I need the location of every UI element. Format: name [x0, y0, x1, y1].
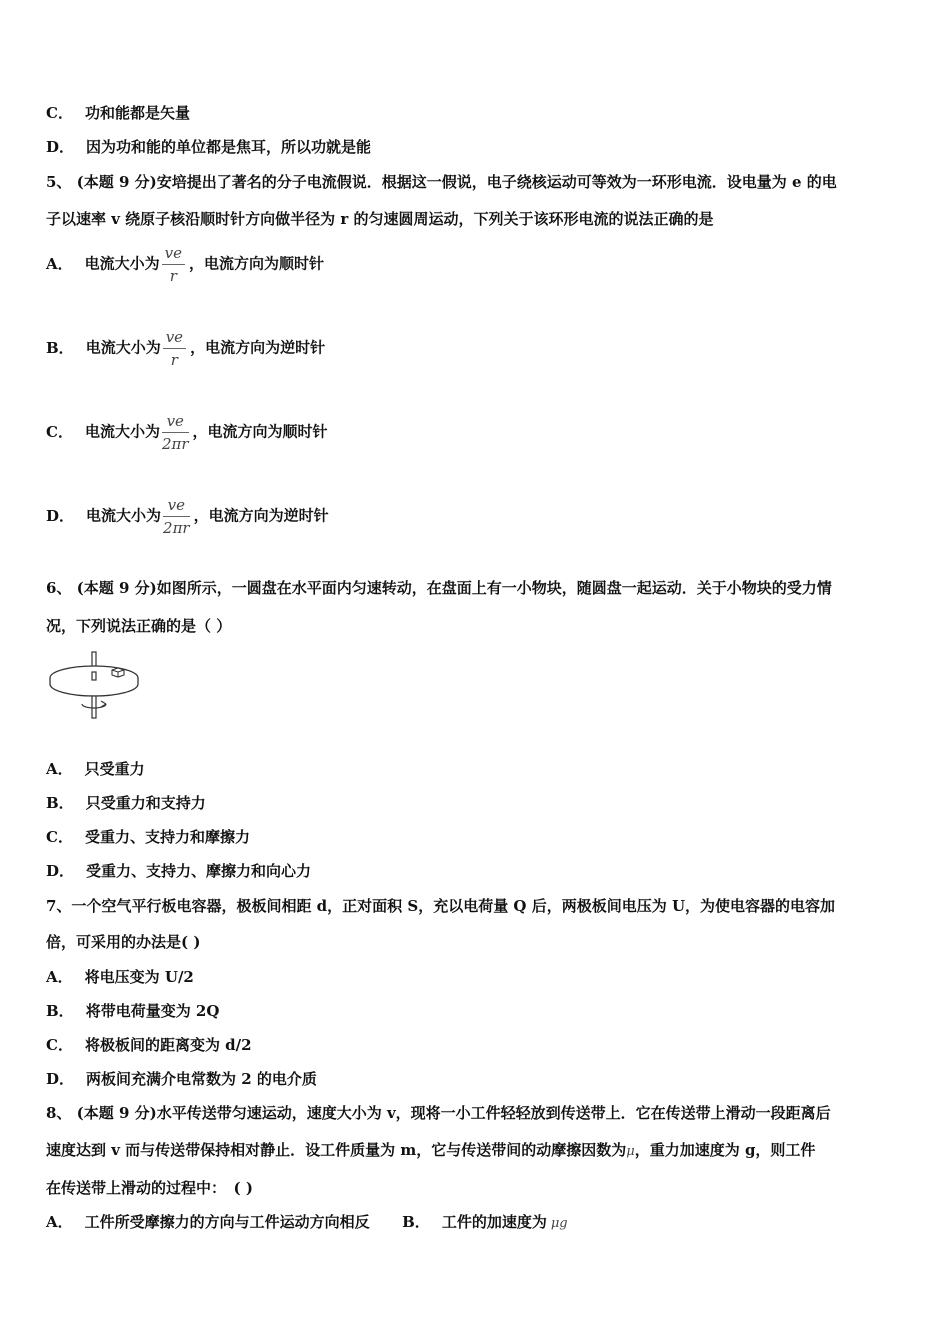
- q5-option-a: A． 电流大小为 $\frac{ve}{r}$ ，电流方向为顺时针: [46, 244, 325, 285]
- q5-option-d: D． 电流大小为 $\frac{ve}{2\pi r}$ ，电流方向为逆时针: [46, 496, 329, 537]
- fraction: $\frac{ve}{r}$: [162, 244, 185, 285]
- q7-option-b: B． 将带电荷量变为 2Q: [46, 1002, 220, 1020]
- q7-stem-line2: 倍，可采用的办法是( ): [46, 933, 201, 951]
- q8-options-row: A． 工件所受摩擦力的方向与工件运动方向相反 B． 工件的加速度为 μg: [46, 1213, 568, 1231]
- q8-stem-line1: 8、 (本题 9 分)水平传送带匀速运动，速度大小为 v，现将一小工件轻轻放到传送带上．它在传送带上滑动一段距离后: [46, 1104, 831, 1122]
- q4-option-c: C． 功和能都是矢量: [46, 104, 190, 122]
- fraction: $\frac{ve}{r}$: [163, 328, 186, 369]
- q6-stem-line2: 况，下列说法正确的是（ ）: [46, 617, 232, 635]
- q8-stem-line2: 速度达到 v 而与传送带保持相对静止．设工件质量为 m，它与传送带间的动摩擦因数为μ，重力加速度为 g，则工件: [46, 1141, 816, 1159]
- q5-stem-line2: 子以速率 v 绕原子核沿顺时针方向做半径为 r 的匀速圆周运动，下列关于该环形电流的说法正确的是: [46, 210, 714, 228]
- q6-stem-line1: 6、 (本题 9 分)如图所示，一圆盘在水平面内匀速转动，在盘面上有一小物块，随圆盘一起运动．关于小物块的受力情: [46, 579, 832, 597]
- q6-option-c: C． 受重力、支持力和摩擦力: [46, 828, 250, 846]
- q6-option-b: B． 只受重力和支持力: [46, 794, 206, 812]
- mu-symbol: μ: [626, 1144, 635, 1159]
- mu-g-expression: μg: [550, 1216, 568, 1231]
- q4-option-d: D． 因为功和能的单位都是焦耳，所以功就是能: [46, 138, 372, 156]
- q7-option-a: A． 将电压变为 U/2: [46, 968, 194, 986]
- q6-option-d: D． 受重力、支持力、摩擦力和向心力: [46, 862, 312, 880]
- q7-option-d: D． 两板间充满介电常数为 2 的电介质: [46, 1070, 317, 1088]
- q7-option-c: C． 将极板间的距离变为 d/2: [46, 1036, 252, 1054]
- q5-option-b: B． 电流大小为 $\frac{ve}{r}$ ，电流方向为逆时针: [46, 328, 326, 369]
- q5-stem-line1: 5、 (本题 9 分)安培提出了著名的分子电流假说．根据这一假说，电子绕核运动可等效为一环形电流．设电量为 e 的电: [46, 173, 837, 191]
- q8-stem-line3: 在传送带上滑动的过程中： ( ): [46, 1179, 253, 1197]
- fraction: $\frac{ve}{2\pi r}$: [161, 412, 189, 453]
- rotating-disc-figure: [46, 648, 142, 728]
- q6-option-a: A． 只受重力: [46, 760, 145, 778]
- q5-option-c: C． 电流大小为 $\frac{ve}{2\pi r}$ ，电流方向为顺时针: [46, 412, 328, 453]
- q7-stem-line1: 7、一个空气平行板电容器，极板间相距 d，正对面积 S，充以电荷量 Q 后，两极板间电压为 U，为使电容器的电容加: [46, 897, 836, 915]
- fraction: $\frac{ve}{2\pi r}$: [163, 496, 190, 537]
